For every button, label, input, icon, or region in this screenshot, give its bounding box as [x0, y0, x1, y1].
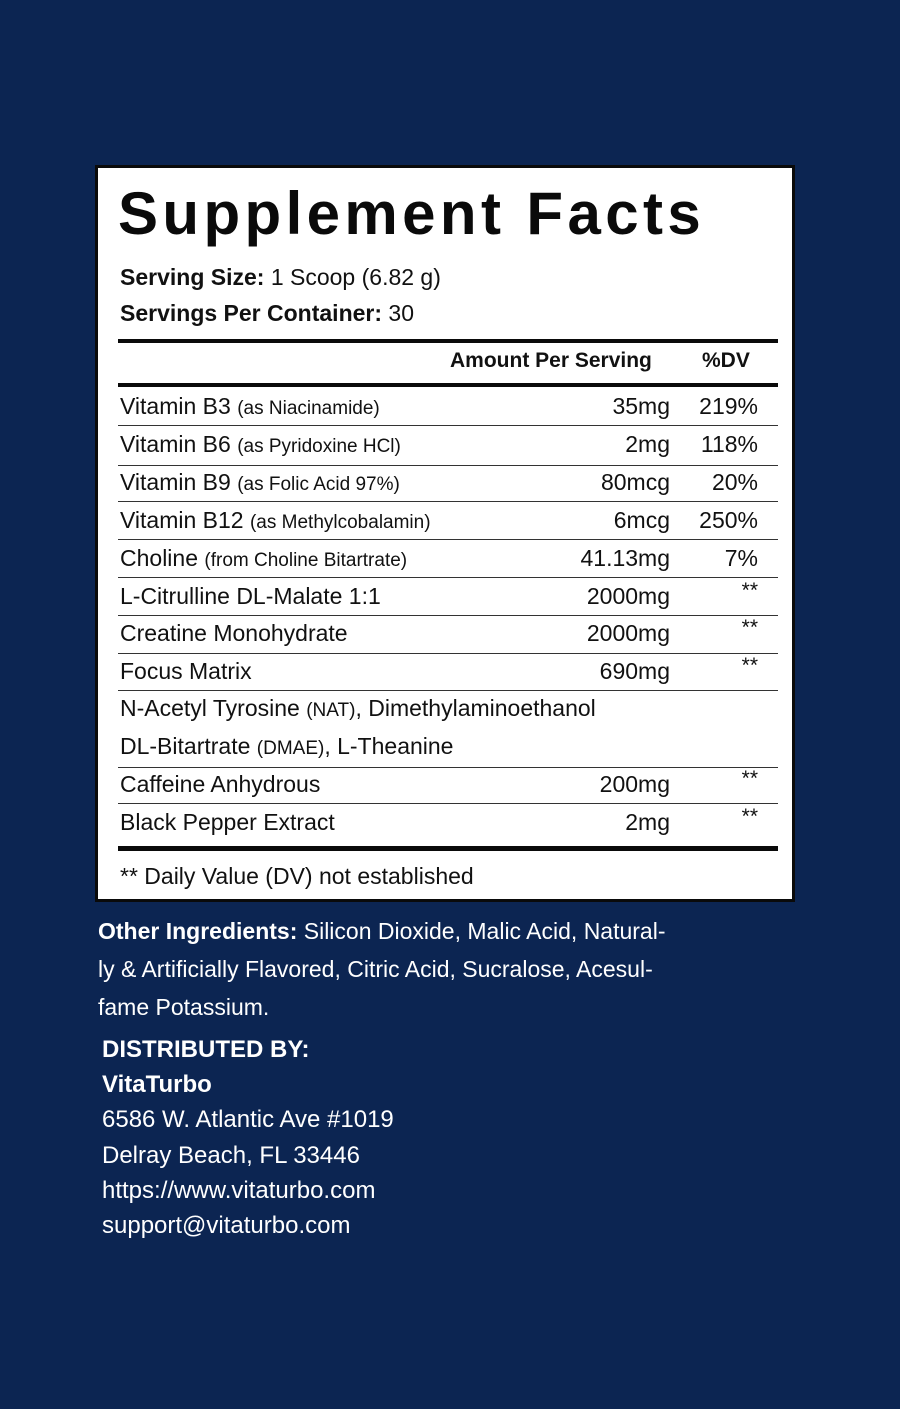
- nutrient-row-black-pepper: [118, 807, 778, 837]
- distributor-address-1: 6586 W. Atlantic Ave #1019: [102, 1106, 394, 1133]
- nutrient-dv: 118%: [700, 431, 758, 457]
- nutrient-amount: 200mg: [599, 771, 670, 797]
- servings-label: Servings Per Container:: [120, 300, 383, 326]
- nutrient-row-vitamin-b12: [118, 505, 778, 535]
- nutrient-dv: **: [741, 767, 758, 790]
- nutrient-name: Vitamin B6 (as Pyridoxine HCl): [120, 431, 401, 457]
- nutrient-amount: 2000mg: [586, 620, 670, 646]
- nutrient-dv: **: [741, 579, 758, 602]
- nutrient-row-vitamin-b3: [118, 391, 778, 421]
- row-divider: [118, 425, 778, 426]
- header-amount-per-serving: Amount Per Serving: [450, 349, 652, 372]
- serving-size-value: 1 Scoop (6.82 g): [270, 264, 441, 290]
- row-divider: [118, 803, 778, 804]
- serving-size-label: Serving Size:: [120, 264, 265, 290]
- nutrient-row-vitamin-b6: [118, 429, 778, 459]
- nutrient-amount: 2mg: [625, 809, 670, 835]
- nutrient-dv: 250%: [699, 507, 758, 533]
- thick-divider-top: [118, 339, 778, 343]
- row-divider: [118, 465, 778, 466]
- nutrient-name: Focus Matrix: [120, 658, 252, 684]
- nutrient-amount: 41.13mg: [580, 545, 670, 571]
- nutrient-dv: 219%: [699, 393, 758, 419]
- matrix-ingredients-line-2: DL-Bitartrate (DMAE), L-Theanine: [120, 733, 454, 759]
- nutrient-name: L-Citrulline DL-Malate 1:1: [120, 583, 381, 609]
- distributed-by-heading: DISTRIBUTED BY:: [102, 1036, 310, 1063]
- servings-per-container: [120, 298, 414, 328]
- row-divider: [118, 577, 778, 578]
- thick-divider-bottom: [118, 846, 778, 851]
- nutrient-name: Vitamin B9 (as Folic Acid 97%): [120, 469, 400, 495]
- nutrient-amount: 2000mg: [586, 583, 670, 609]
- nutrient-amount: 690mg: [599, 658, 670, 684]
- nutrient-row-focus-matrix: [118, 656, 778, 686]
- nutrient-dv: 20%: [711, 469, 758, 495]
- row-divider: [118, 501, 778, 502]
- nutrient-amount: 6mcg: [613, 507, 670, 533]
- row-divider: [118, 653, 778, 654]
- header-daily-value: %DV: [702, 349, 750, 372]
- supplement-facts-title: Supplement Facts: [118, 180, 706, 247]
- serving-size: [120, 262, 441, 292]
- matrix-ingredients-line-1: N-Acetyl Tyrosine (NAT), Dimethylaminoethanol: [120, 695, 596, 721]
- nutrient-name: Choline (from Choline Bitartrate): [120, 545, 408, 571]
- nutrient-row-creatine: [118, 618, 778, 648]
- row-divider: [118, 615, 778, 616]
- distributor-company: VitaTurbo: [102, 1071, 212, 1098]
- nutrient-name: Vitamin B12 (as Methylcobalamin): [120, 507, 431, 533]
- nutrient-amount: 80mcg: [600, 469, 670, 495]
- other-ingredients: Other Ingredients: Silicon Dioxide, Malic Acid, Natural- ly & Artificially Flavored, Citric Acid, Sucralose, Acesul- fame Potassium.: [98, 918, 666, 1020]
- nutrient-row-vitamin-b9: [118, 467, 778, 497]
- nutrient-name: Black Pepper Extract: [120, 809, 335, 835]
- nutrient-name: Vitamin B3 (as Niacinamide): [120, 393, 380, 419]
- distributor-email: support@vitaturbo.com: [102, 1212, 351, 1239]
- nutrient-dv: **: [741, 805, 758, 828]
- row-divider: [118, 690, 778, 691]
- other-ingredients-label: Other Ingredients:: [98, 918, 298, 944]
- nutrient-amount: 35mg: [612, 393, 670, 419]
- nutrient-name: Creatine Monohydrate: [120, 620, 348, 646]
- row-divider: [118, 767, 778, 768]
- nutrient-row-l-citrulline: [118, 581, 778, 611]
- nutrient-dv: 7%: [724, 545, 758, 571]
- servings-value: 30: [388, 300, 415, 326]
- nutrient-dv: **: [741, 616, 758, 639]
- nutrient-row-choline: [118, 543, 778, 573]
- nutrient-name: Caffeine Anhydrous: [120, 771, 321, 797]
- nutrient-row-caffeine: [118, 769, 778, 799]
- nutrient-dv: **: [741, 654, 758, 677]
- distributor-website: https://www.vitaturbo.com: [102, 1177, 376, 1204]
- dv-footnote: ** Daily Value (DV) not established: [120, 863, 474, 889]
- nutrient-amount: 2mg: [625, 431, 670, 457]
- row-divider: [118, 539, 778, 540]
- thick-divider-header: [118, 383, 778, 387]
- distributor-address-2: Delray Beach, FL 33446: [102, 1142, 360, 1169]
